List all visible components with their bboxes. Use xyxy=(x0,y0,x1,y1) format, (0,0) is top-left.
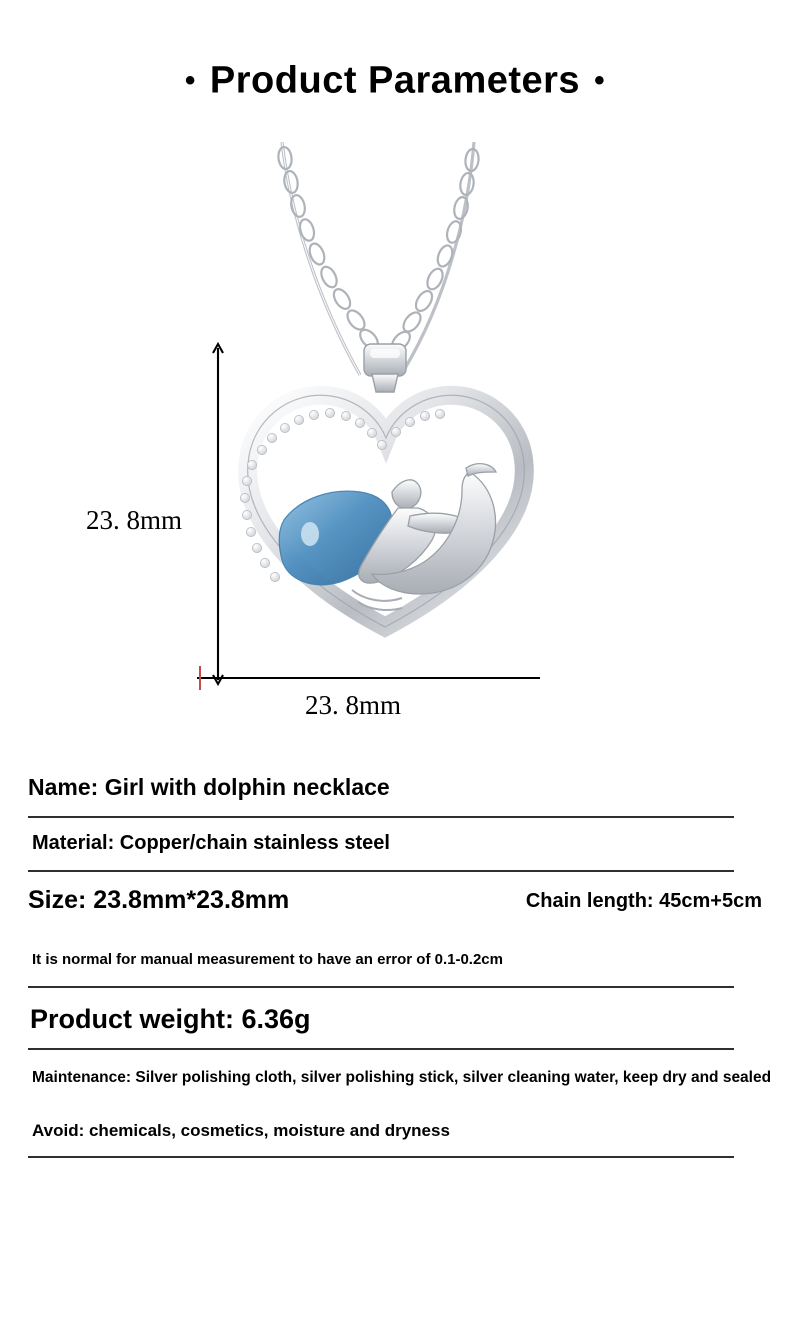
spec-measurement-note-text: It is normal for manual measurement to have an error of 0.1-0.2cm xyxy=(32,951,503,968)
spec-row-maintenance xyxy=(0,1052,790,1106)
page-title-text: Product Parameters xyxy=(209,59,581,102)
spec-row-name xyxy=(0,762,790,818)
spec-weight-text: Product weight: 6.36g xyxy=(30,1004,311,1034)
divider-4 xyxy=(28,1048,734,1050)
divider-5 xyxy=(28,1156,734,1158)
spec-list xyxy=(0,762,790,1162)
page-title xyxy=(0,58,790,102)
spec-chain-length-text: Chain length: 45cm+5cm xyxy=(525,890,762,912)
spec-row-avoid xyxy=(0,1106,790,1162)
necklace-illustration xyxy=(0,120,790,740)
spec-name-text: Name: Girl with dolphin necklace xyxy=(28,774,390,800)
title-bullet-right: • xyxy=(594,63,606,97)
spec-maintenance-text: Maintenance: Silver polishing cloth, silver polishing stick, silver cleaning water, keep dry and sealed xyxy=(32,1069,772,1086)
spec-row-weight xyxy=(0,990,790,1052)
title-bullet-left: • xyxy=(184,63,196,97)
spec-material-text: Material: Copper/chain stainless steel xyxy=(32,832,390,854)
divider-3 xyxy=(28,986,734,988)
spec-size-text: Size: 23.8mm*23.8mm xyxy=(28,886,290,914)
dimension-width-label: 23. 8mm xyxy=(305,690,402,720)
dimension-height-label: 23. 8mm xyxy=(86,505,183,535)
spec-row-size xyxy=(0,872,790,932)
spec-avoid-text: Avoid: chemicals, cosmetics, moisture and dryness xyxy=(32,1121,450,1140)
spec-row-measurement-note xyxy=(0,932,790,990)
product-image-area xyxy=(0,120,790,740)
spec-row-material xyxy=(0,818,790,872)
